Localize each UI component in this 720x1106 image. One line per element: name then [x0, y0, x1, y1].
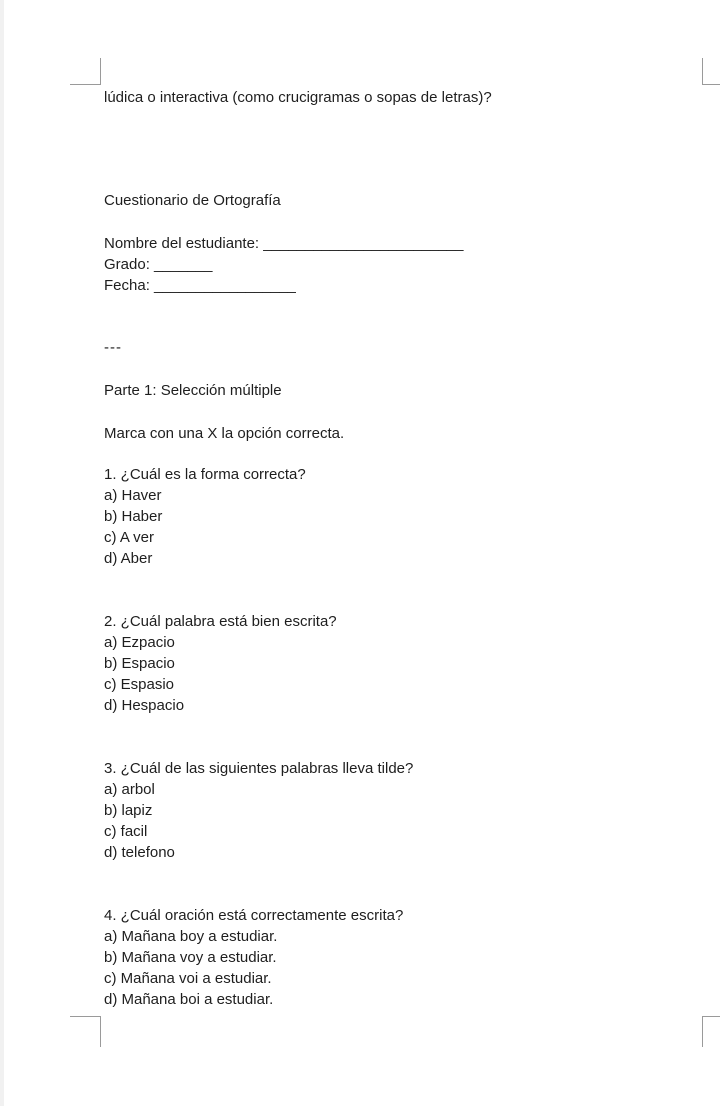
question-1-option-a: a) Haver	[104, 487, 162, 504]
intro-line: lúdica o interactiva (como crucigramas o sopas de letras)?	[104, 89, 492, 106]
question-3-option-c: c) facil	[104, 823, 148, 840]
question-3: 3. ¿Cuál de las siguientes palabras lleva tilde?	[104, 760, 414, 777]
bottom-left-margin-mark	[70, 1016, 101, 1047]
grade-field: Grado: _______	[104, 256, 213, 273]
question-4-option-b: b) Mañana voy a estudiar.	[104, 949, 277, 966]
question-1-option-d: d) Aber	[104, 550, 153, 567]
question-2-option-a: a) Ezpacio	[104, 634, 175, 651]
question-4-option-c: c) Mañana voi a estudiar.	[104, 970, 272, 987]
question-4-option-d: d) Mañana boi a estudiar.	[104, 991, 274, 1008]
question-2-option-d: d) Hespacio	[104, 697, 185, 714]
instruction-text: Marca con una X la opción correcta.	[104, 425, 345, 442]
section-separator: ---	[104, 339, 122, 356]
question-4-option-a: a) Mañana boy a estudiar.	[104, 928, 278, 945]
document-page	[4, 0, 720, 1106]
question-3-option-d: d) telefono	[104, 844, 175, 861]
bottom-right-margin-mark	[702, 1016, 720, 1047]
top-left-margin-mark	[70, 58, 101, 85]
date-field: Fecha: _________________	[104, 277, 296, 294]
student-name-field: Nombre del estudiante: ________________________	[104, 235, 464, 252]
question-2: 2. ¿Cuál palabra está bien escrita?	[104, 613, 337, 630]
question-3-option-a: a) arbol	[104, 781, 155, 798]
question-1-option-b: b) Haber	[104, 508, 163, 525]
question-3-option-b: b) lapiz	[104, 802, 153, 819]
question-2-option-b: b) Espacio	[104, 655, 175, 672]
question-4: 4. ¿Cuál oración está correctamente escrita?	[104, 907, 404, 924]
question-1-option-c: c) A ver	[104, 529, 155, 546]
question-2-option-c: c) Espasio	[104, 676, 175, 693]
question-1: 1. ¿Cuál es la forma correcta?	[104, 466, 306, 483]
part-title: Parte 1: Selección múltiple	[104, 382, 282, 399]
top-right-margin-mark	[702, 58, 720, 85]
quiz-title: Cuestionario de Ortografía	[104, 192, 281, 209]
